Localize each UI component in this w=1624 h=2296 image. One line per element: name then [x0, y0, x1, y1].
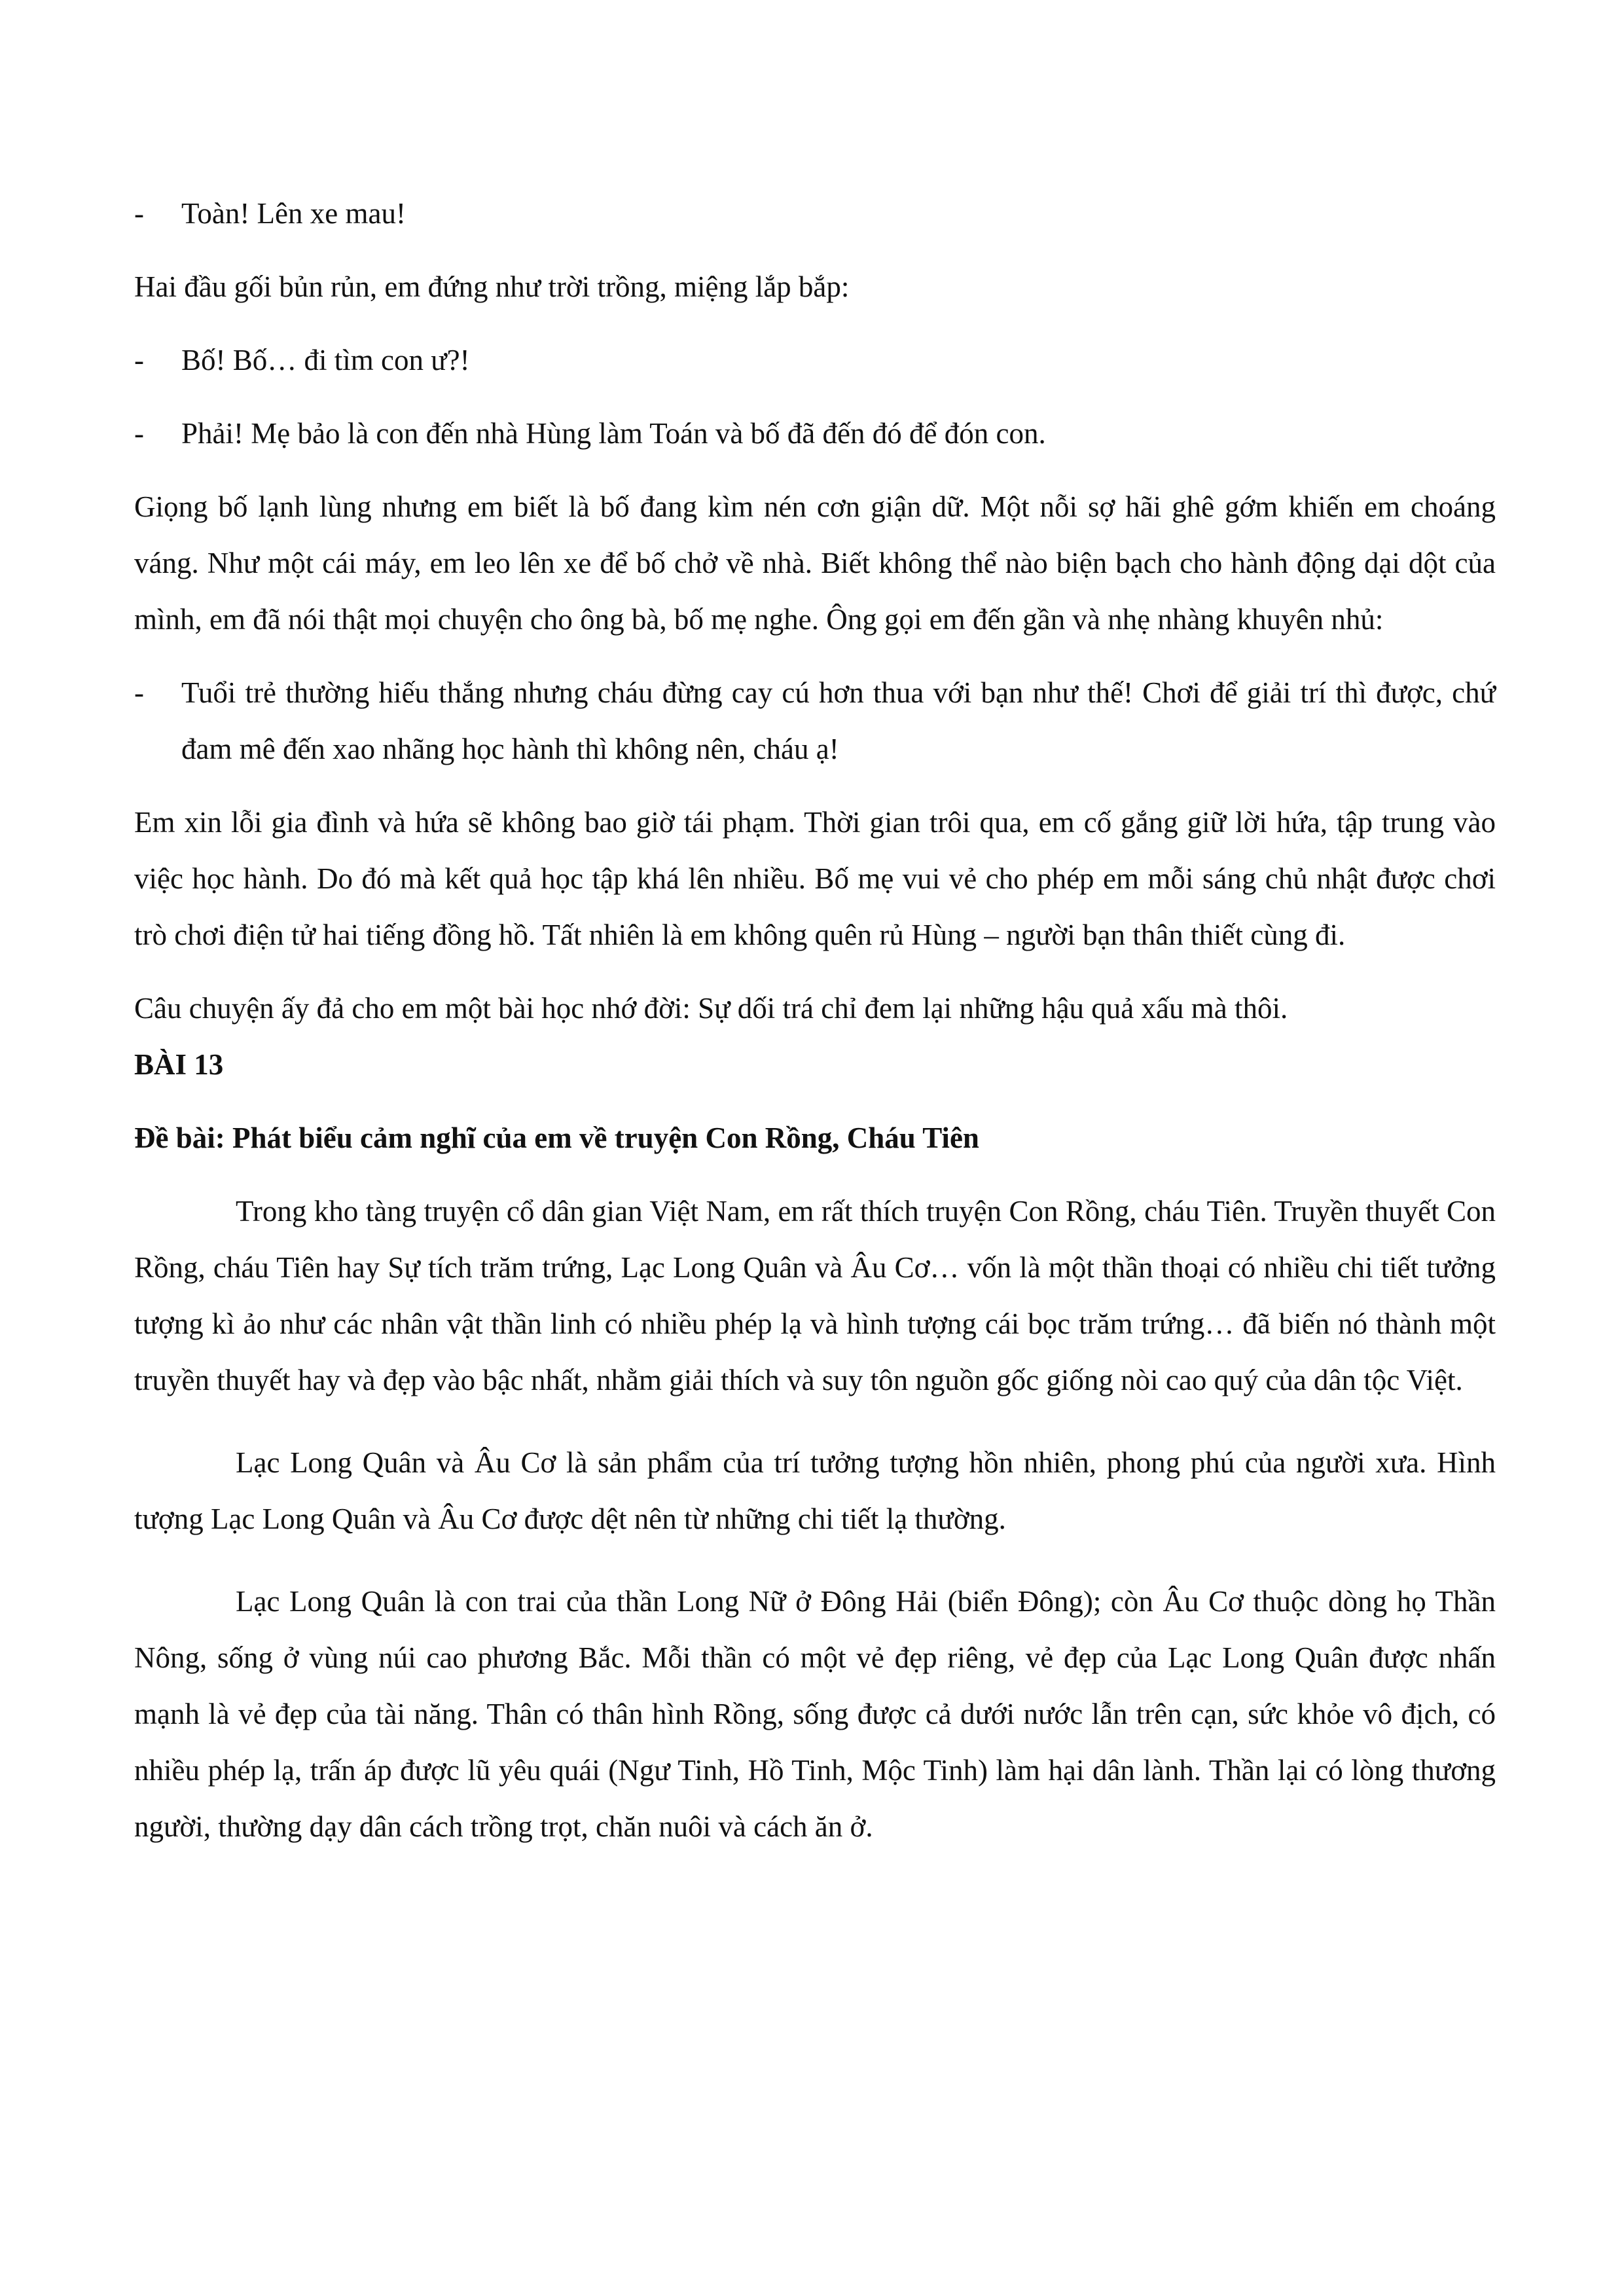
narrative-paragraph: Câu chuyện ấy đả cho em một bài học nhớ đời: Sự dối trá chỉ đem lại những hậu quả xấu mà thôi.	[134, 992, 1288, 1025]
dialogue-text: Tuổi trẻ thường hiếu thắng nhưng cháu đừng cay cú hơn thua với bạn như thế! Chơi để giải trí thì được, chứ đam mê đến xao nhãng học hành thì không nên, cháu ạ!	[181, 676, 1496, 765]
dash-mark: -	[134, 676, 144, 709]
narrative-paragraph: Giọng bố lạnh lùng nhưng em biết là bố đang kìm nén cơn giận dữ. Một nỗi sợ hãi ghê gớm khiến em choáng váng. Như một cái máy, em leo lên xe để bố chở về nhà. Biết không thể nào biện bạch cho hành động dại dột của mình, em đã nói thật mọi chuyện cho ông bà, bố mẹ nghe. Ông gọi em đến gần và nhẹ nhàng khuyên nhủ:	[134, 490, 1496, 636]
dialogue-line	[134, 665, 1496, 777]
dialogue-line	[134, 185, 1496, 242]
dialogue-line	[134, 332, 1496, 388]
dialogue-text: Bố! Bố… đi tìm con ư?!	[181, 344, 470, 376]
narrative-paragraph: Hai đầu gối bủn rủn, em đứng như trời trồng, miệng lắp bắp:	[134, 270, 850, 303]
lesson-prompt: Đề bài: Phát biểu cảm nghĩ của em về truyện Con Rồng, Cháu Tiên	[134, 1121, 979, 1154]
narrative-paragraph: Em xin lỗi gia đình và hứa sẽ không bao giờ tái phạm. Thời gian trôi qua, em cố gắng giữ lời hứa, tập trung vào việc học hành. Do đó mà kết quả học tập khá lên nhiều. Bố mẹ vui vẻ cho phép em mỗi sáng chủ nhật được chơi trò chơi điện tử hai tiếng đồng hồ. Tất nhiên là em không quên rủ Hùng – người bạn thân thiết cùng đi.	[134, 806, 1496, 951]
essay-paragraph: Lạc Long Quân và Âu Cơ là sản phẩm của trí tưởng tượng hồn nhiên, phong phú của người xưa. Hình tượng Lạc Long Quân và Âu Cơ được dệt nên từ những chi tiết lạ thường.	[134, 1446, 1496, 1535]
essay-paragraph: Lạc Long Quân là con trai của thần Long Nữ ở Đông Hải (biển Đông); còn Âu Cơ thuộc dòng họ Thần Nông, sống ở vùng núi cao phương Bắc. Mỗi thần có một vẻ đẹp riêng, vẻ đẹp của Lạc Long Quân được nhấn mạnh là vẻ đẹp của tài năng. Thân có thân hình Rồng, sống được cả dưới nước lẫn trên cạn, sức khỏe vô địch, có nhiều phép lạ, trấn áp được lũ yêu quái (Ngư Tinh, Hồ Tinh, Mộc Tinh) làm hại dân lành. Thần lại có lòng thương người, thường dạy dân cách trồng trọt, chăn nuôi và cách ăn ở.	[134, 1585, 1496, 1843]
lesson-heading: BÀI 13	[134, 1048, 224, 1081]
dash-mark: -	[134, 344, 144, 376]
dialogue-text: Phải! Mẹ bảo là con đến nhà Hùng làm Toán và bố đã đến đó để đón con.	[181, 417, 1046, 450]
dialogue-text: Toàn! Lên xe mau!	[181, 197, 406, 230]
page-content	[134, 185, 1496, 1855]
dash-mark: -	[134, 417, 144, 450]
dash-mark: -	[134, 197, 144, 230]
dialogue-line	[134, 405, 1496, 462]
essay-paragraph: Trong kho tàng truyện cổ dân gian Việt Nam, em rất thích truyện Con Rồng, cháu Tiên. Truyền thuyết Con Rồng, cháu Tiên hay Sự tích trăm trứng, Lạc Long Quân và Âu Cơ… vốn là một thần thoại có nhiều chi tiết tưởng tượng kì ảo như các nhân vật thần linh có nhiều phép lạ và hình tượng cái bọc trăm trứng… đã biến nó thành một truyền thuyết hay và đẹp vào bậc nhất, nhằm giải thích và suy tôn nguồn gốc giống nòi cao quý của dân tộc Việt.	[134, 1195, 1496, 1396]
